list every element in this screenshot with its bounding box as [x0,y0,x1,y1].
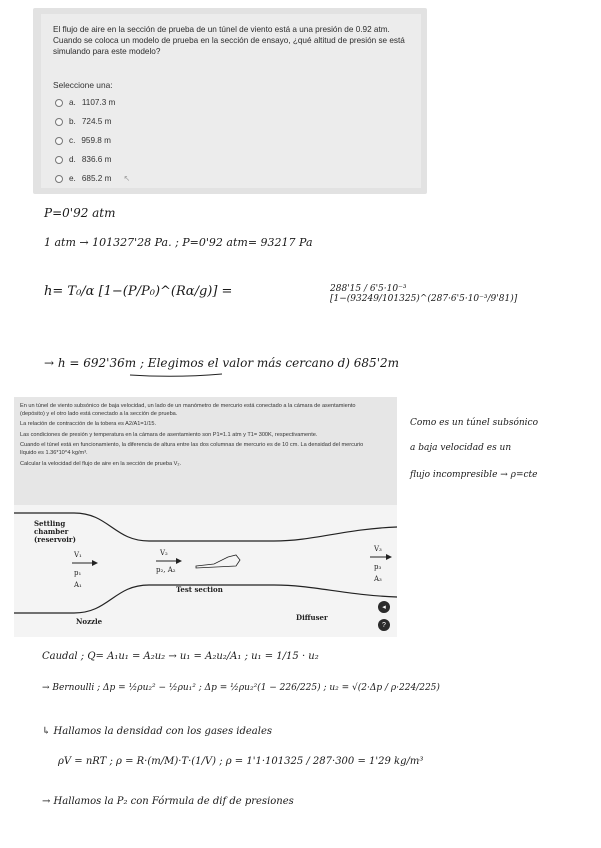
note-formula: h= T₀/α [1−(P/P₀)^(Rα/g)] = [44,284,233,299]
problem-statement [20,403,370,471]
label-a3: A₃ [374,575,382,583]
radio-icon[interactable] [55,175,63,183]
mouse-cursor-icon: ↖ [123,174,131,183]
label-v2: V₂ [160,549,168,557]
label-p1: p₁ [74,569,82,577]
label-p3: p₃ [374,563,382,571]
quiz-panel [41,14,421,188]
side-note-line3: flujo incompresible → ρ=cte [410,470,538,480]
option-letter: c. [69,136,76,145]
radio-icon[interactable] [55,118,63,126]
option-d[interactable] [55,155,111,164]
note-atm-conversion: 1 atm → 101327'28 Pa. ; P=0'92 atm= 93217 Pa [44,236,313,249]
option-letter: b. [69,117,76,126]
note-result: → h = 692'36m ; Elegimos el valor más cercano d) 685'2m [44,356,400,370]
note-pressure-diff: → Hallamos la P₂ con Fórmula de dif de presiones [42,796,294,807]
label-settling: Settling [34,519,66,528]
option-a[interactable] [55,98,115,107]
radio-icon[interactable] [55,156,63,164]
label-test-section: Test section [176,585,223,594]
note-caudal: Caudal ; Q= A₁u₁ = A₂u₂ → u₁ = A₂u₂/A₁ ; u₁ = 1/15 · u₂ [42,651,319,662]
note-pressure: P=0'92 atm [44,206,116,220]
note-density-intro: ↳ Hallamos la densidad con los gases ideales [42,726,273,737]
option-letter: e. [69,174,76,183]
option-text: 724.5 m [81,117,112,126]
underline-result [128,372,224,378]
side-note-line2: a baja velocidad es un [410,443,512,453]
model-icon [196,555,240,568]
option-text: 959.8 m [81,136,111,145]
back-icon[interactable]: ◂ [378,601,390,613]
label-diffuser: Diffuser [296,613,328,622]
tunnel-problem-screenshot [14,397,397,637]
quiz-question: El flujo de aire en la sección de prueba de un túnel de viento está a una presión de 0.92 atm. Cuando se coloca un modelo de prueba en la sección de ensayo, ¿qué altitud de presión se está simulando para este modelo? [53,25,405,56]
wind-tunnel-diagram [14,505,397,637]
note-substitution: 288'15 / 6'5·10⁻³ [1−(93249/101325)^(287·6'5·10⁻³/9'81)] [330,284,518,304]
label-nozzle: Nozzle [76,617,103,626]
radio-icon[interactable] [55,137,63,145]
option-b[interactable] [55,117,111,126]
side-note-line1: Como es un túnel subsónico [410,418,538,428]
option-e[interactable] [55,174,130,183]
label-chamber: chamber [34,527,69,536]
problem-p1: En un túnel de viento subsónico de baja velocidad, un lado de un manómetro de mercurio está conectado a la cámara de asentamiento (depósito) y el otro lado está conectado a la sección de prueba. [20,403,356,417]
label-reservoir: (reservoir) [34,535,76,544]
problem-p2: La relación de contracción de la tobera es A2/A1=1/15. [20,421,157,428]
option-text: 685.2 m [81,174,112,183]
note-density-calc: ρV = nRT ; ρ = R·(m/M)·T·(1/V) ; ρ = 1'1·101325 / 287·300 = 1'29 kg/m³ [58,756,424,767]
label-v3: V₃ [374,545,382,553]
tunnel-walls [14,505,397,637]
quiz-screenshot [33,8,427,194]
option-letter: d. [69,155,76,164]
help-icon[interactable]: ? [378,619,390,631]
problem-p3: Las condiciones de presión y temperatura en la cámara de asentamiento son P1=1.1 atm y T1= 300K, respectivamente. [20,431,318,438]
option-c[interactable] [55,136,111,145]
option-text: 1107.3 m [81,98,116,107]
quiz-prompt: Seleccione una: [53,80,113,90]
problem-p4: Cuando el túnel está en funcionamiento, la diferencia de altura entre las dos columnas de mercurio es de 10 cm. La densidad del mercurio líquido es 1.36*10^4 kg/m³. [20,442,364,456]
label-a1: A₁ [74,581,82,589]
option-letter: a. [69,98,76,107]
label-v1: V₁ [74,551,82,559]
note-bernoulli: → Bernoulli ; Δp = ½ρu₂² − ½ρu₁² ; Δp = ½ρu₂²(1 − 226/225) ; u₂ = √(2·Δp / ρ·224/225) [42,683,440,693]
radio-icon[interactable] [55,99,63,107]
option-text: 836.6 m [81,155,112,164]
problem-p5: Calcular la velocidad del flujo de aire en la sección de prueba V₂. [20,460,182,467]
label-p2a2: p₂, A₂ [156,566,176,574]
